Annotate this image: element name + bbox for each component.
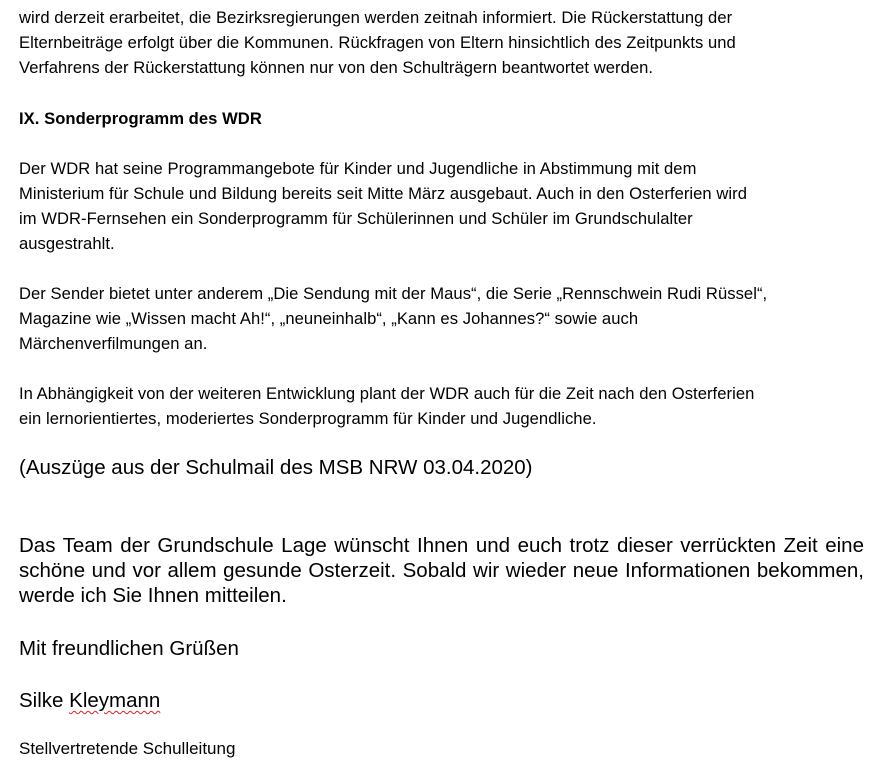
signature-last-name-spellcheck-flagged[interactable]: Kleymann <box>69 689 161 712</box>
text-line: wird derzeit erarbeitet, die Bezirksregierungen werden zeitnah informiert. Die Rückerstattung der <box>19 8 733 27</box>
source-note: (Auszüge aus der Schulmail des MSB NRW 03.04.2020) <box>19 456 533 479</box>
closing-paragraph: Das Team der Grundschule Lage wünscht Ihnen und euch trotz dieser verrückten Zeit eine schöne und vor allem gesunde Osterzeit. Sobald wir wieder neue Informationen bekommen, werde ich Sie Ihnen mitteilen. <box>19 534 864 607</box>
text-line: In Abhängigkeit von der weiteren Entwicklung plant der WDR auch für die Zeit nach den Osterferien <box>19 384 755 403</box>
text-line: im WDR-Fernsehen ein Sonderprogramm für Schülerinnen und Schüler im Grundschulalter <box>19 209 693 228</box>
signature-first-name: Silke <box>19 689 64 712</box>
intro-paragraph <box>19 5 864 80</box>
text-line: Magazine wie „Wissen macht Ah!“, „neuneinhalb“, „Kann es Johannes?“ sowie auch <box>19 309 639 328</box>
paragraph-wdr-program <box>19 156 864 256</box>
text-line: Der Sender bietet unter anderem „Die Sendung mit der Maus“, die Serie „Rennschwein Rudi Rüssel“, <box>19 284 768 303</box>
section-heading: IX. Sonderprogramm des WDR <box>19 109 262 128</box>
salutation: Mit freundlichen Grüßen <box>19 637 239 660</box>
text-line: Verfahrens der Rückerstattung können nur von den Schulträgern beantwortet werden. <box>19 58 654 77</box>
text-line: Elternbeiträge erfolgt über die Kommunen. Rückfragen von Eltern hinsichtlich des Zeitpunkts und <box>19 33 736 52</box>
text-line: Märchenverfilmungen an. <box>19 334 208 353</box>
text-line: Der WDR hat seine Programmangebote für Kinder und Jugendliche in Abstimmung mit dem <box>19 159 697 178</box>
signature-role: Stellvertretende Schulleitung <box>19 739 236 758</box>
text-line: ausgestrahlt. <box>19 234 115 253</box>
text-line: ein lernorientiertes, moderiertes Sonderprogramm für Kinder und Jugendliche. <box>19 409 597 428</box>
signature-name <box>19 688 864 713</box>
paragraph-broadcaster-offers <box>19 281 864 356</box>
paragraph-after-holidays <box>19 381 864 431</box>
text-line: Ministerium für Schule und Bildung bereits seit Mitte März ausgebaut. Auch in den Osterferien wird <box>19 184 747 203</box>
